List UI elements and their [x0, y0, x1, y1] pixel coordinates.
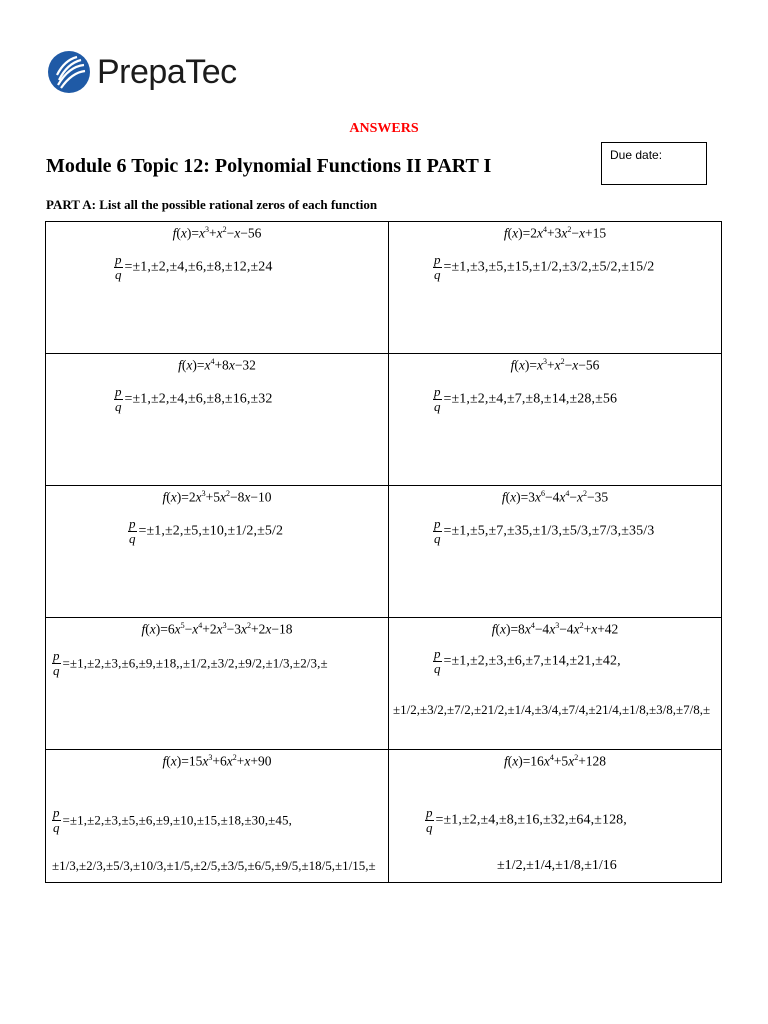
rational-zeros: [128, 517, 283, 546]
p-over-q-label: $\frac{p}{q}$: [434, 252, 441, 282]
function-text: $f(x)=x^4+8x-32$: [178, 357, 256, 373]
rational-zeros: [114, 385, 272, 414]
rational-zeros: [114, 253, 272, 282]
zeros-line-1: =±1,±2,±4,±6,±8,±12,±24: [124, 259, 273, 275]
problem-cell: [46, 750, 389, 882]
p-over-q-label: $\frac{p}{q}$: [434, 646, 441, 676]
p-over-q-label: $\frac{p}{q}$: [434, 516, 441, 546]
part-a-instructions: PART A: List all the possible rational zeros of each function: [46, 197, 378, 212]
zeros-line-1: =±1,±5,±7,±35,±1/3,±5/3,±7/3,±35/3: [443, 523, 655, 539]
zeros-line-1: =±1,±2,±3,±6,±9,±18,,±1/2,±3/2,±9/2,±1/3,±2/3,±: [62, 655, 328, 671]
zeros-line-1: =±1,±2,±3,±5,±6,±9,±10,±15,±18,±30,±45,: [62, 812, 292, 828]
zeros-line-2: ±1/3,±2/3,±5/3,±10/3,±1/5,±2/5,±3/5,±6/5,±9/5,±18/5,±1/15,±: [52, 858, 376, 873]
p-over-q-label: $\frac{p}{q}$: [53, 805, 60, 835]
due-date-box[interactable]: [601, 142, 707, 185]
page-title: Module 6 Topic 12: Polynomial Functions II PART I: [46, 155, 492, 177]
function-text: $f(x)=15x^3+6x^2+x+90$: [162, 753, 272, 769]
p-over-q-label: $\frac{p}{q}$: [53, 648, 60, 678]
function-text: $f(x)=6x^5-x^4+2x^3-3x^2+2x-18$: [141, 621, 293, 637]
answers-label: ANSWERS: [349, 121, 419, 136]
p-over-q-label: $\frac{p}{q}$: [426, 805, 433, 835]
p-over-q-label: $\frac{p}{q}$: [115, 252, 122, 282]
problem-cell: [389, 618, 721, 750]
problem-cell: [389, 486, 721, 618]
function-text: $f(x)=x^3+x^2-x-56$: [172, 225, 262, 241]
p-over-q-label: $\frac{p}{q}$: [115, 384, 122, 414]
function-text: $f(x)=2x^3+5x^2-8x-10$: [162, 489, 272, 505]
function-text: $f(x)=8x^4-4x^3-4x^2+x+42$: [491, 621, 619, 637]
answers-table: [45, 221, 722, 883]
zeros-line-1: =±1,±2,±5,±10,±1/2,±5/2: [138, 523, 284, 539]
zeros-line-2: ±1/2,±1/4,±1/8,±1/16: [497, 858, 617, 873]
problem-cell: [389, 222, 721, 354]
function-text: $f(x)=x^3+x^2-x-56$: [510, 357, 600, 373]
rational-zeros: [425, 806, 627, 835]
problem-cell: [46, 354, 389, 486]
problem-cell: [46, 618, 389, 750]
prepatec-logo-icon: [47, 50, 91, 94]
zeros-line-1: =±1,±2,±3,±6,±7,±14,±21,±42,: [443, 653, 621, 669]
p-over-q-label: $\frac{p}{q}$: [434, 384, 441, 414]
p-over-q-label: $\frac{p}{q}$: [129, 516, 136, 546]
rational-zeros: [433, 253, 654, 282]
problem-cell: [389, 750, 721, 882]
rational-zeros: [52, 806, 292, 835]
prepatec-logo: [47, 50, 237, 94]
problem-cell: [389, 354, 721, 486]
logo-text: PrepaTec: [97, 52, 237, 91]
zeros-line-1: =±1,±3,±5,±15,±1/2,±3/2,±5/2,±15/2: [443, 259, 655, 275]
zeros-line-1: =±1,±2,±4,±6,±8,±16,±32: [124, 391, 273, 407]
rational-zeros: [433, 385, 617, 414]
rational-zeros: [433, 647, 621, 676]
due-date-label: Due date:: [610, 148, 663, 162]
rational-zeros: [52, 649, 328, 678]
rational-zeros: [433, 517, 654, 546]
function-text: $f(x)=2x^4+3x^2-x+15$: [503, 225, 607, 241]
zeros-line-1: =±1,±2,±4,±7,±8,±14,±28,±56: [443, 391, 618, 407]
function-text: $f(x)=3x^6-4x^4-x^2-35$: [501, 489, 609, 505]
zeros-line-1: =±1,±2,±4,±8,±16,±32,±64,±128,: [435, 812, 627, 828]
zeros-line-2: ±1/2,±3/2,±7/2,±21/2,±1/4,±3/4,±7/4,±21/4,±1/8,±3/8,±7/8,±: [393, 702, 711, 717]
problem-cell: [46, 486, 389, 618]
problem-cell: [46, 222, 389, 354]
function-text: $f(x)=16x^4+5x^2+128$: [503, 753, 607, 769]
